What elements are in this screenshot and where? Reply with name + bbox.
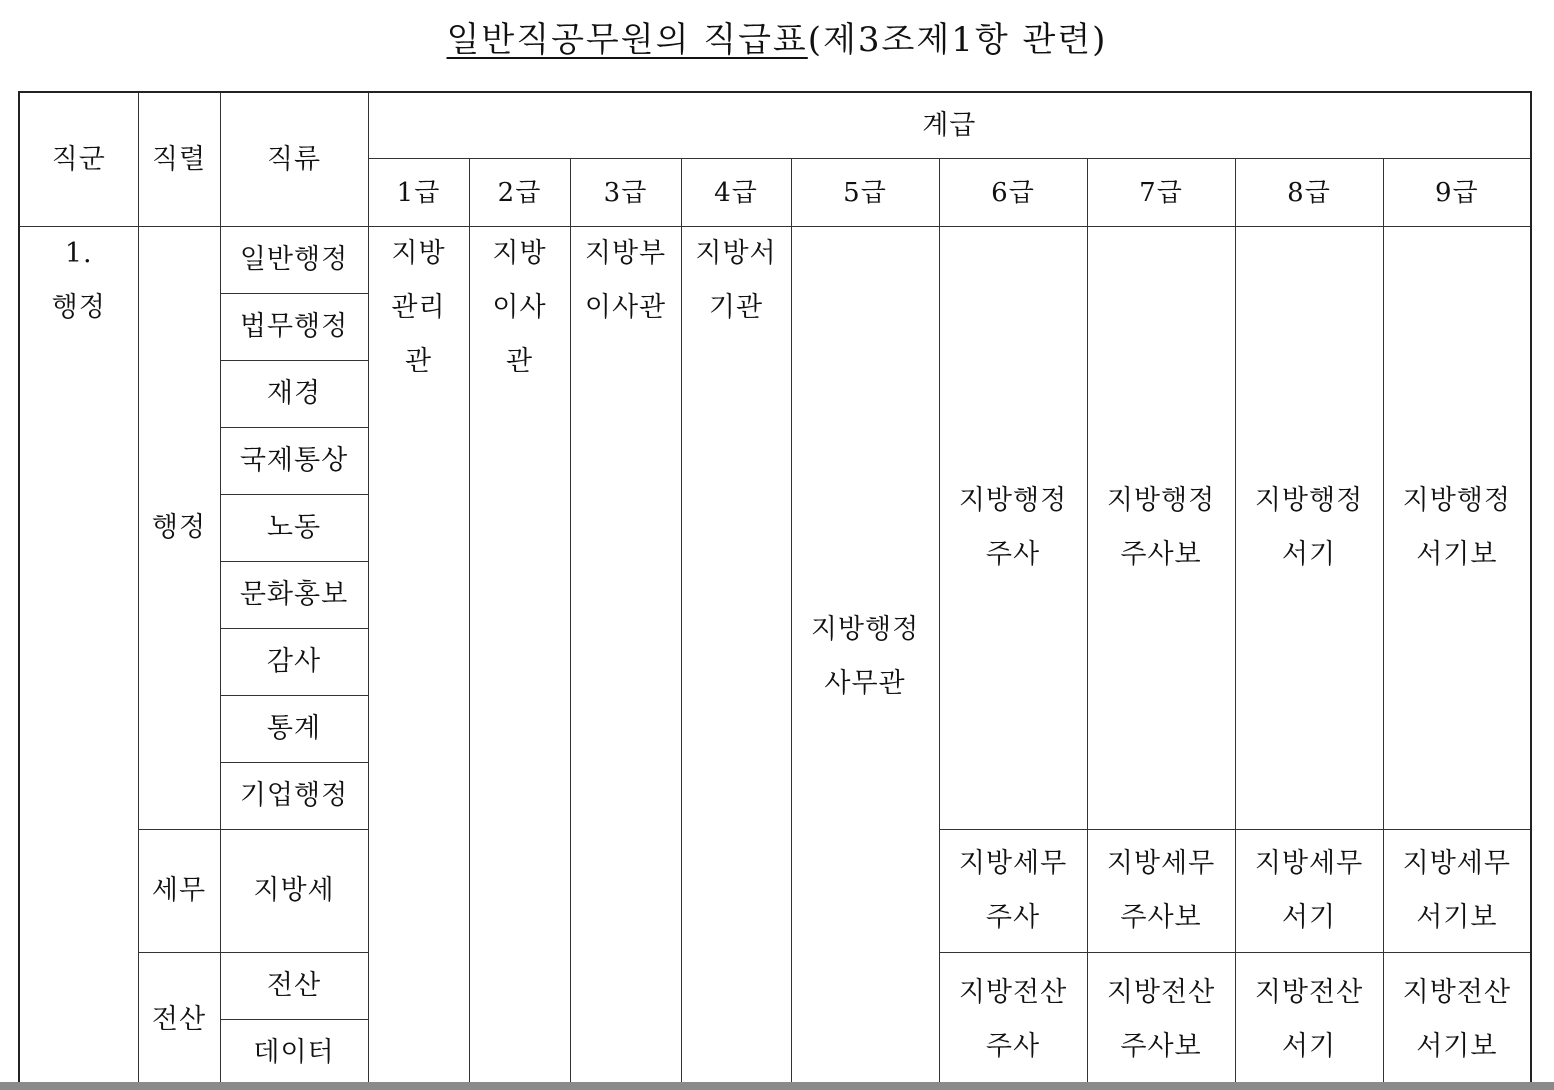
jikryu-data: 데이터 bbox=[220, 1020, 368, 1088]
rank-semu-grade-6: 지방세무 주사 bbox=[939, 830, 1087, 953]
header-grade-6: 6급 bbox=[939, 159, 1087, 227]
jikryu-jaegyeong: 재경 bbox=[220, 361, 368, 428]
rank-jeonsan-grade-9: 지방전산 서기보 bbox=[1383, 953, 1531, 1088]
header-grade-1: 1급 bbox=[368, 159, 469, 227]
rank-haengjeong-grade-6: 지방행정 주사 bbox=[939, 227, 1087, 830]
jikryu-ilban: 일반행정 bbox=[220, 227, 368, 294]
jikryu-tonggye: 통계 bbox=[220, 696, 368, 763]
rank-grade-1: 지방 관리 관 bbox=[368, 227, 469, 1088]
rank-grade-4: 지방서 기관 bbox=[681, 227, 791, 1088]
jikryu-gieop: 기업행정 bbox=[220, 763, 368, 830]
jikryu-gukje: 국제통상 bbox=[220, 428, 368, 495]
rank-grade-2: 지방 이사 관 bbox=[469, 227, 570, 1088]
rank-semu-grade-7: 지방세무 주사보 bbox=[1087, 830, 1235, 953]
header-grade-4: 4급 bbox=[681, 159, 791, 227]
rank-haengjeong-grade-7: 지방행정 주사보 bbox=[1087, 227, 1235, 830]
header-grade-7: 7급 bbox=[1087, 159, 1235, 227]
header-row-1 bbox=[19, 92, 1531, 159]
header-gyegeup: 계급 bbox=[368, 92, 1531, 159]
header-jikryeol: 직렬 bbox=[138, 92, 220, 227]
header-grade-2: 2급 bbox=[469, 159, 570, 227]
rank-semu-grade-8: 지방세무 서기 bbox=[1235, 830, 1383, 953]
jikryu-nodong: 노동 bbox=[220, 495, 368, 562]
header-grade-9: 9급 bbox=[1383, 159, 1531, 227]
title-rest: (제3조제1항 관련) bbox=[807, 20, 1108, 60]
grade-table bbox=[18, 91, 1532, 1088]
jikryeol-haengjeong: 행정 bbox=[138, 227, 220, 830]
header-grade-8: 8급 bbox=[1235, 159, 1383, 227]
jikryu-jeonsan: 전산 bbox=[220, 953, 368, 1020]
header-jikgun: 직군 bbox=[19, 92, 138, 227]
jikgun-cell: 1. 행정 bbox=[19, 227, 138, 1088]
rank-semu-grade-9: 지방세무 서기보 bbox=[1383, 830, 1531, 953]
header-jikryu: 직류 bbox=[220, 92, 368, 227]
rank-jeonsan-grade-7: 지방전산 주사보 bbox=[1087, 953, 1235, 1088]
rank-jeonsan-grade-6: 지방전산 주사 bbox=[939, 953, 1087, 1088]
document-title bbox=[0, 14, 1554, 66]
jikryeol-semu: 세무 bbox=[138, 830, 220, 953]
jikryu-beopmu: 법무행정 bbox=[220, 294, 368, 361]
table-row bbox=[19, 227, 1531, 294]
jikryu-gamsa: 감사 bbox=[220, 629, 368, 696]
rank-grade-5: 지방행정 사무관 bbox=[791, 227, 939, 1088]
title-underlined: 일반직공무원의 직급표 bbox=[446, 20, 808, 60]
rank-jeonsan-grade-8: 지방전산 서기 bbox=[1235, 953, 1383, 1088]
rank-haengjeong-grade-9: 지방행정 서기보 bbox=[1383, 227, 1531, 830]
header-grade-5: 5급 bbox=[791, 159, 939, 227]
jikryu-munhwa: 문화홍보 bbox=[220, 562, 368, 629]
rank-grade-3: 지방부 이사관 bbox=[570, 227, 681, 1088]
jikryu-jibangse: 지방세 bbox=[220, 830, 368, 953]
rank-haengjeong-grade-8: 지방행정 서기 bbox=[1235, 227, 1383, 830]
jikryeol-jeonsan: 전산 bbox=[138, 953, 220, 1088]
header-grade-3: 3급 bbox=[570, 159, 681, 227]
bottom-scroll-edge bbox=[0, 1082, 1554, 1090]
